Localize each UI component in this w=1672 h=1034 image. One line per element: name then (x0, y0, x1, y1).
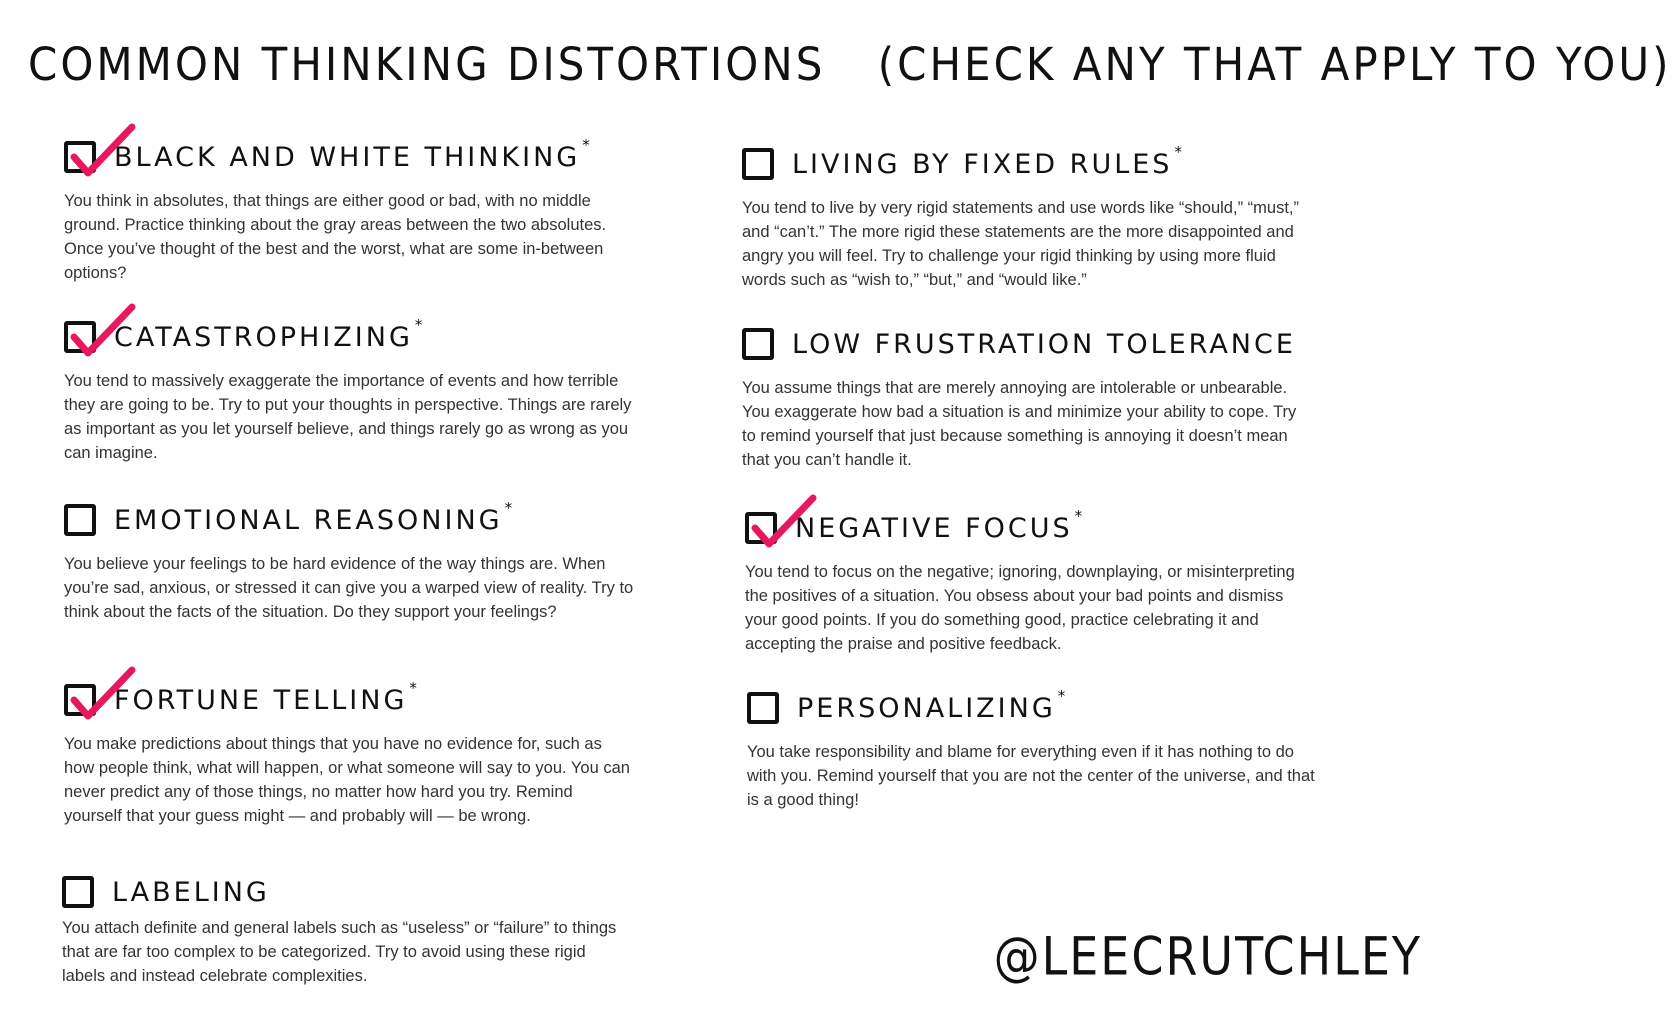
checkbox[interactable] (742, 328, 774, 360)
title-main: COMMON THINKING DISTORTIONS (28, 38, 826, 91)
distortion-item-black-and-white (64, 135, 664, 285)
star-icon: * (504, 498, 516, 517)
distortion-heading: LABELING (112, 876, 270, 908)
distortion-description: You tend to massively exaggerate the importance of events and how terrible they are going to be. Try to put your thoughts in perspective. Things are rarely as important as you let yourself believe, and things rarely go as wrong as you can imagine. (64, 372, 632, 462)
star-icon: * (414, 315, 426, 334)
distortion-heading: NEGATIVE FOCUS * (795, 506, 1086, 544)
distortion-description: You tend to live by very rigid statements and use words like “should,” “must,” and “can’t.” The more rigid these statements are the more disappointed and angry you will feel. Try to challenge your rigid thinking by using more fluid words such as “wish to,” “but,” and “would like.” (742, 199, 1299, 289)
checkbox[interactable] (64, 141, 96, 173)
checkbox[interactable] (64, 684, 96, 716)
distortion-item-personalizing (747, 686, 1347, 812)
checkmark-icon (64, 664, 140, 722)
distortion-item-low-frustration (742, 322, 1342, 472)
distortion-heading: CATASTROPHIZING * (114, 315, 426, 353)
star-icon: * (1074, 506, 1086, 525)
distortion-item-labeling (62, 870, 662, 988)
distortion-description: You assume things that are merely annoying are intolerable or unbearable. You exaggerate how bad a situation is and minimize your ability to cope. Try to remind yourself that just because something is annoying it doesn’t mean that you can’t handle it. (742, 379, 1297, 469)
checkbox[interactable] (64, 321, 96, 353)
distortion-item-fixed-rules (742, 142, 1342, 292)
checkbox[interactable] (62, 876, 94, 908)
distortion-heading: EMOTIONAL REASONING * (114, 498, 516, 536)
checkbox[interactable] (745, 512, 777, 544)
checkmark-icon (64, 121, 140, 179)
distortion-description: You make predictions about things that you have no evidence for, such as how people think, what will happen, or what someone will say to you. You can never predict any of those things, no matter how hard you try. Remind yourself that your guess might — and probably will — be wrong. (64, 735, 630, 825)
author-handle: @LEECRUTCHLEY (993, 925, 1422, 988)
page-title (28, 38, 1672, 91)
checkbox[interactable] (747, 692, 779, 724)
checkbox[interactable] (742, 148, 774, 180)
distortion-item-catastrophizing (64, 315, 664, 465)
checkbox[interactable] (64, 504, 96, 536)
distortion-item-emotional-reasoning (64, 498, 664, 624)
star-icon: * (409, 678, 420, 697)
distortion-item-fortune-telling (64, 678, 664, 828)
distortion-item-negative-focus (745, 506, 1345, 656)
distortion-heading: LIVING BY FIXED RULES * (792, 142, 1185, 180)
distortion-description: You attach definite and general labels such as “useless” or “failure” to things that are far too complex to be categorized. Try to avoid using these rigid labels and instead celebrate complexities. (62, 919, 617, 985)
distortion-heading: PERSONALIZING * (797, 686, 1069, 724)
distortion-description: You think in absolutes, that things are either good or bad, with no middle ground. Practice thinking about the gray areas between the two absolutes. Once you’ve thought of the best and the worst, what are some in-between options? (64, 192, 607, 282)
star-icon: * (582, 135, 593, 154)
distortion-description: You believe your feelings to be hard evidence of the way things are. When you’re sad, anxious, or stressed it can give you a warped view of reality. Try to think about the facts of the situation. Do they support your feelings? (64, 555, 634, 621)
distortion-heading: BLACK AND WHITE THINKING * (114, 135, 593, 173)
distortion-heading: LOW FRUSTRATION TOLERANCE (792, 328, 1296, 360)
distortion-heading: FORTUNE TELLING * (114, 678, 420, 716)
star-icon: * (1057, 686, 1069, 705)
distortion-description: You take responsibility and blame for everything even if it has nothing to do with you. Remind yourself that you are not the center of the universe, and that is a good thing! (747, 743, 1315, 809)
checkmark-icon (64, 301, 140, 359)
star-icon: * (1174, 142, 1185, 161)
checkmark-icon (745, 492, 821, 550)
distortion-description: You tend to focus on the negative; ignoring, downplaying, or misinterpreting the positives of a situation. You obsess about your bad points and dismiss your good points. If you do something good, practice celebrating it and accepting the praise and positive feedback. (745, 563, 1295, 653)
title-instruction: (CHECK ANY THAT APPLY TO YOU) (877, 38, 1672, 91)
